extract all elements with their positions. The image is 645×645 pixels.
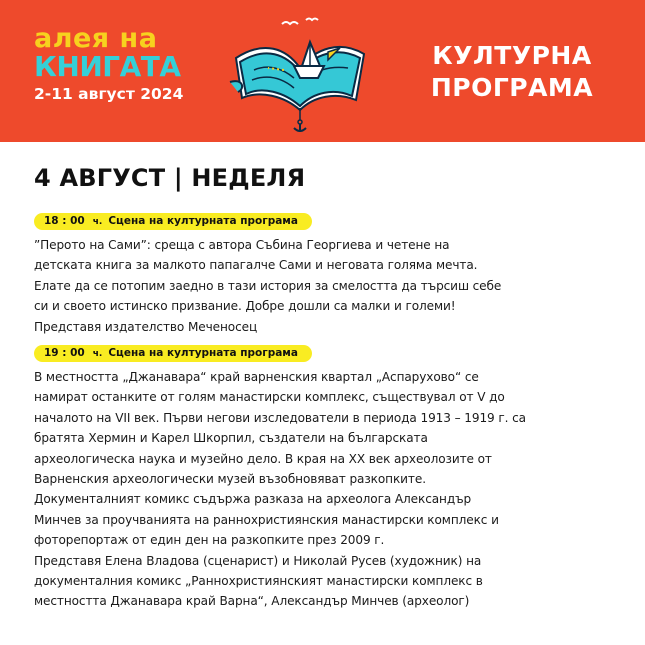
event-description-line: детската книга за малкото папагалче Сами и неговата голяма мечта. bbox=[34, 258, 478, 273]
event-description-line: Документалният комикс съдържа разказа на археолога Александър bbox=[34, 492, 472, 507]
event-venue: Сцена на културната програма bbox=[108, 215, 298, 227]
event-venue: Сцена на културната програма bbox=[108, 347, 298, 359]
header-banner bbox=[0, 0, 645, 142]
cultural-program-title bbox=[412, 40, 612, 104]
event-description-line: В местността „Джанавара“ край варненския квартал „Аспарухово“ се bbox=[34, 370, 479, 384]
event-description-line: ”Перото на Сами”: среща с автора Събина Георгиева и четене на bbox=[34, 238, 450, 252]
event-description-line: фоторепортаж от един ден на разкопките през 2009 г. bbox=[34, 533, 385, 548]
event-description bbox=[34, 235, 624, 337]
event-description bbox=[34, 367, 624, 612]
program-title-line2: ПРОГРАМА bbox=[430, 73, 594, 102]
program-title-line1: КУЛТУРНА bbox=[432, 41, 592, 70]
event-time-badge bbox=[34, 345, 312, 362]
event-description-line: Елате да се потопим заедно в тази история за смелостта да търсиш себе bbox=[34, 278, 502, 293]
event-description-line: си и своето истинско призвание. Добре дошли са малки и големи! bbox=[34, 299, 456, 314]
event-time: 19 : 00 bbox=[44, 347, 85, 359]
event-item bbox=[34, 341, 624, 612]
event-time-unit: ч. bbox=[92, 349, 103, 359]
event-time-badge bbox=[34, 213, 312, 230]
event-description-line: Представя Елена Владова (сценарист) и Николай Русев (художник) на bbox=[34, 553, 482, 568]
open-book-with-paper-boat-icon bbox=[224, 8, 374, 136]
event-description-line: братята Хермин и Карел Шкорпил, създатели на българската bbox=[34, 431, 428, 446]
event-description-line: местността Джанавара край Варна“, Александър Минчев (археолог) bbox=[34, 594, 470, 609]
festival-dates: 2-11 август 2024 bbox=[34, 85, 184, 103]
event-time-unit: ч. bbox=[92, 217, 103, 227]
event-description-line: Представя издателство Меченосец bbox=[34, 319, 258, 334]
event-description-line: археологическа наука и музейно дело. В края на XX век археолозите от bbox=[34, 451, 492, 466]
event-description-line: намират останките от голям манастирски комплекс, съществувал от V до bbox=[34, 390, 505, 405]
event-description-line: Минчев за проучванията на раннохристиянския манастирски комплекс и bbox=[34, 512, 499, 527]
event-item bbox=[34, 209, 624, 337]
day-title: 4 АВГУСТ | НЕДЕЛЯ bbox=[34, 164, 306, 192]
event-description-line: началото на VII век. Първи негови изследователи в периода 1913 – 1919 г. са bbox=[34, 410, 526, 425]
event-time: 18 : 00 bbox=[44, 215, 85, 227]
event-description-line: Варненския археологически музей възобновяват разкопките. bbox=[34, 472, 426, 487]
logo-title-line2: КНИГАТА bbox=[34, 50, 181, 83]
logo-title-line1: алея на bbox=[34, 23, 158, 54]
event-description-line: документалния комикс „Раннохристиянският манастирски комплекс в bbox=[34, 574, 483, 589]
